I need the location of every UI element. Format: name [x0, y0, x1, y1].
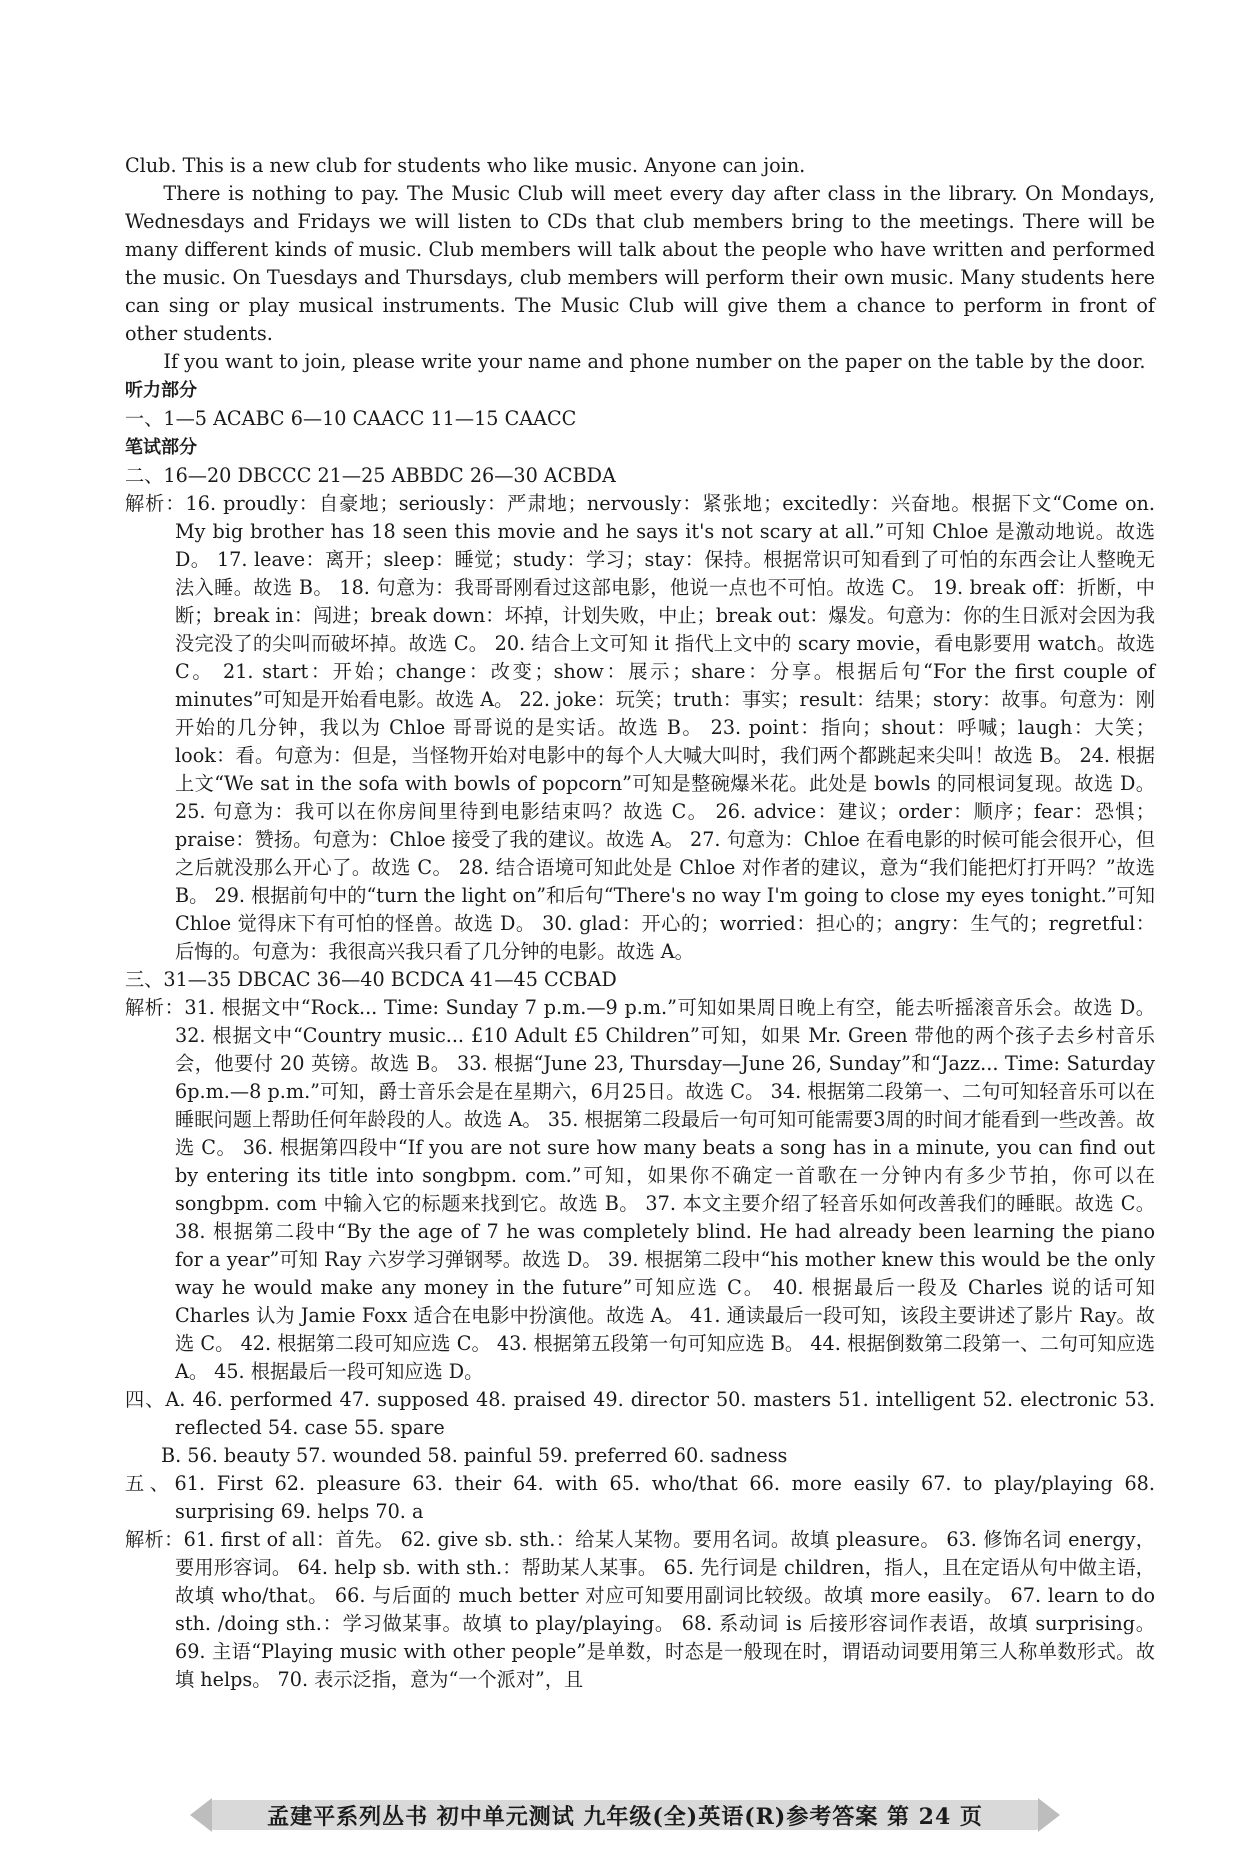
passage-paragraph-1: Club. This is a new club for students who like music. Anyone can join. — [125, 154, 806, 177]
section2-explanation: 解析：16. proudly：自豪地；seriously：严肃地；nervously：紧张地；excitedly：兴奋地。根据下文“Come on. My big brother has 18 seen this movie and he says it's not scary at all.”可知 Chloe 是激动地说。故选 D。 17. leave：离开；sleep：睡觉；study：学习；stay：保持。根据常识可知看到了可怕的东西会让人整晚无法入睡。故选 B。 18. 句意为：我哥哥刚看过这部电影，他说一点也不可怕。故选 C。 19. break off：折断，中断；break in：闯进；break down：坏掉，计划失败，中止；break out：爆发。句意为：你的生日派对会因为我没完没了的尖叫而破坏掉。故选 C。 20. 结合上文可知 it 指代上文中的 scary movie，看电影要用 watch。故选 C。 21. start：开始；change：改变；show：展示；share：分享。根据后句“For the first couple of minutes”可知是开始看电影。故选 A。 22. joke：玩笑；truth：事实；result：结果；story：故事。句意为：刚开始的几分钟，我以为 Chloe 哥哥说的是实话。故选 B。 23. point：指向；shout：呼喊；laugh：大笑；look：看。句意为：但是，当怪物开始对电影中的每个人大喊大叫时，我们两个都跳起来尖叫！故选 B。 24. 根据上文“We sat in the sofa with bowls of popcorn”可知是整碗爆米花。此处是 bowls 的同根词复现。故选 D。 25. 句意为：我可以在你房间里待到电影结束吗？故选 C。 26. advice：建议；order：顺序；fear：恐惧；praise：赞扬。句意为：Chloe 接受了我的建议。故选 A。 27. 句意为：Chloe 在看电影的时候可能会很开心，但之后就没那么开心了。故选 C。 28. 结合语境可知此处是 Chloe 对作者的建议，意为“我们能把灯打开吗？”故选 B。 29. 根据前句中的“turn the light on”和后句“There's no way I'm going to close my eyes tonight.”可知 Chloe 觉得床下有可怕的怪兽。故选 D。 30. glad：开心的；worried：担心的；angry：生气的；regretful：后悔的。句意为：我很高兴我只看了几分钟的电影。故选 A。 — [125, 492, 1155, 963]
section3-explanation: 解析：31. 根据文中“Rock... Time: Sunday 7 p.m.—9 p.m.”可知如果周日晚上有空，能去听摇滚音乐会。故选 D。 32. 根据文中“Country music... £10 Adult £5 Children”可知，如果 Mr. Green 带他的两个孩子去乡村音乐会，他要付 20 英镑。故选 B。 33. 根据“June 23, Thursday—June 26, Sunday”和“Jazz... Time: Saturday 6p.m.—8 p.m.”可知，爵士音乐会是在星期六，6月25日。故选 C。 34. 根据第二段第一、二句可知轻音乐可以在睡眠问题上帮助任何年龄段的人。故选 A。 35. 根据第二段最后一句可知可能需要3周的时间才能看到一些改善。故选 C。 36. 根据第四段中“If you are not sure how many beats a song has in a minute, you can find out by entering its title into songbpm. com.”可知，如果你不确定一首歌在一分钟内有多少节拍，你可以在 songbpm. com 中输入它的标题来找到它。故选 B。 37. 本文主要介绍了轻音乐如何改善我们的睡眠。故选 C。 38. 根据第二段中“By the age of 7 he was completely blind. He had already been learning the piano for a year”可知 Ray 六岁学习弹钢琴。故选 D。 39. 根据第二段中“his mother knew this would be the only way he would make any money in the future”可知应选 C。 40. 根据最后一段及 Charles 说的话可知 Charles 认为 Jamie Foxx 适合在电影中扮演他。故选 A。 41. 通读最后一段可知，该段主要讲述了影片 Ray。故选 C。 42. 根据第二段可知应选 C。 43. 根据第五段第一句可知应选 B。 44. 根据倒数第二段第一、二句可知应选 A。 45. 根据最后一段可知应选 D。 — [125, 996, 1155, 1383]
listening-answers: 一、1—5 ACABC 6—10 CAACC 11—15 CAACC — [125, 407, 577, 430]
footer-text: 孟建平系列丛书 初中单元测试 九年级(全)英语(R)参考答案 第 24 页 — [267, 1803, 983, 1830]
section5-answers: 五、61. First 62. pleasure 63. their 64. with 65. who/that 66. more easily 67. to play/playing 68. surprising 69. helps 70. a — [125, 1472, 1155, 1523]
section4-part-a: 四、A. 46. performed 47. supposed 48. praised 49. director 50. masters 51. intelligent 52. electronic 53. reflected 54. case 55. spare — [125, 1388, 1155, 1439]
section2-answers: 二、16—20 DBCCC 21—25 ABBDC 26—30 ACBDA — [125, 464, 616, 487]
footer-left-arrow-icon — [190, 1798, 212, 1832]
listening-heading: 听力部分 — [125, 380, 197, 401]
answer-page — [125, 152, 1155, 1694]
passage-paragraph-3: If you want to join, please write your name and phone number on the paper on the table by the door. — [163, 350, 1146, 373]
page-footer — [210, 1790, 1040, 1840]
footer-right-arrow-icon — [1038, 1798, 1060, 1832]
written-heading: 笔试部分 — [125, 437, 197, 458]
passage-paragraph-2: There is nothing to pay. The Music Club will meet every day after class in the library. On Mondays, Wednesdays and Fridays we will listen to CDs that club members bring to the meetings. There will be many different kinds of music. Club members will talk about the people who have written and performed the music. On Tuesdays and Thursdays, club members will perform their own music. Many students here can sing or play musical instruments. The Music Club will give them a chance to perform in front of other students. — [125, 182, 1155, 345]
section5-explanation: 解析：61. first of all：首先。 62. give sb. sth.：给某人某物。要用名词。故填 pleasure。 63. 修饰名词 energy，要用形容词。 64. help sb. with sth.：帮助某人某事。 65. 先行词是 children，指人，且在定语从句中做主语，故填 who/that。 66. 与后面的 much better 对应可知要用副词比较级。故填 more easily。 67. learn to do sth. /doing sth.：学习做某事。故填 to play/playing。 68. 系动词 is 后接形容词作表语，故填 surprising。 69. 主语“Playing music with other people”是单数，时态是一般现在时，谓语动词要用第三人称单数形式。故填 helps。 70. 表示泛指，意为“一个派对”，且 — [125, 1528, 1155, 1691]
section3-answers: 三、31—35 DBCAC 36—40 BCDCA 41—45 CCBAD — [125, 968, 617, 991]
section4-part-b: B. 56. beauty 57. wounded 58. painful 59. preferred 60. sadness — [161, 1444, 788, 1467]
